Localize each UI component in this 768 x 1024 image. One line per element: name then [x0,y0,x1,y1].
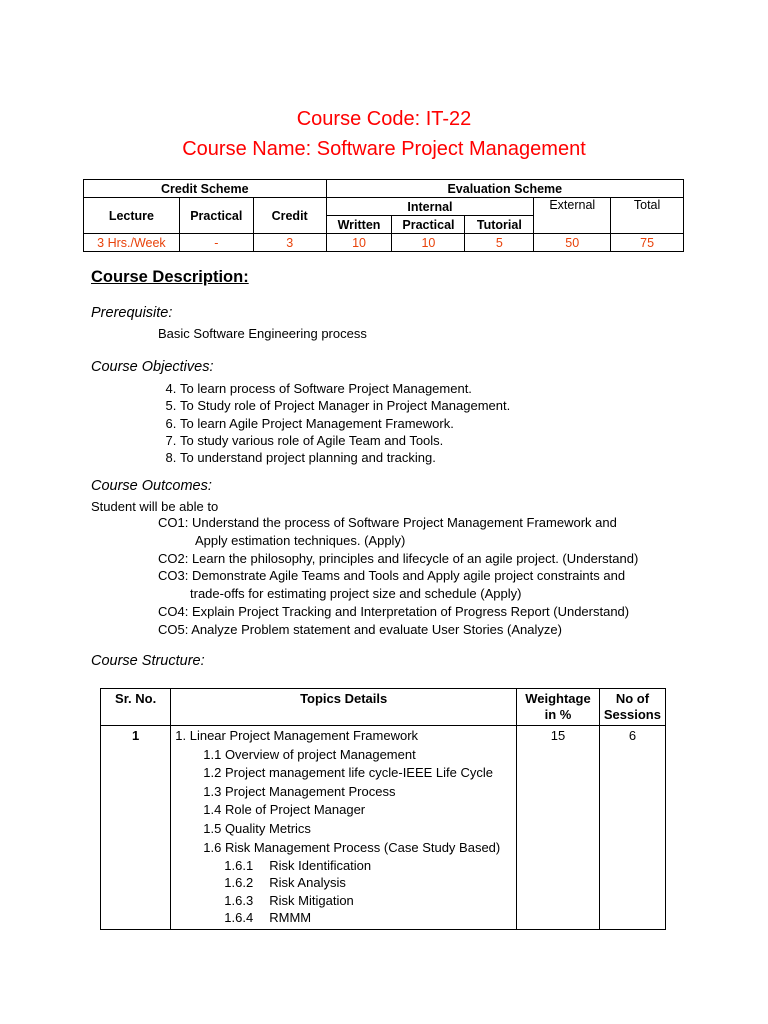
subsubtopic: 1.6.4 RMMM [224,910,312,926]
credit-scheme-header: Credit Scheme [84,180,327,198]
subtopic: 1.4 Role of Project Manager [203,802,366,818]
evaluation-scheme-header: Evaluation Scheme [326,180,683,198]
credit-header: Credit [253,198,326,234]
objectives-heading: Course Objectives: [91,359,214,375]
scheme-value: 10 [392,234,465,252]
weightage-header: Weightage in % [517,689,600,726]
course-code: Course Code: IT-22 [296,108,472,130]
outcomes-heading: Course Outcomes: [91,478,212,494]
internal-practical-header: Practical [392,216,465,234]
subsubtopic: 1.6.3 Risk Mitigation [224,892,354,908]
scheme-value: 5 [465,234,534,252]
objective-item: 4. To learn process of Software Project Management. [180,380,510,397]
outcome-item: trade-offs for estimating project size and schedule (Apply) [190,586,522,602]
internal-header: Internal [326,198,534,216]
outcomes-intro: Student will be able to [91,499,219,514]
objectives-list [158,380,510,466]
lecture-header: Lecture [84,198,180,234]
objective-item: 7. To study various role of Agile Team and Tools. [180,432,510,449]
subtopic: 1.3 Project Management Process [203,783,396,799]
course-description-heading: Course Description: [91,268,249,286]
course-name: Course Name: Software Project Management [182,138,586,160]
subsubtopic: 1.6.1 Risk Identification [224,858,372,874]
scheme-value: 3 [253,234,326,252]
objective-item: 8. To understand project planning and tracking. [180,449,510,466]
subtopic: 1.5 Quality Metrics [203,820,311,836]
subtopic: 1.6 Risk Management Process (Case Study Based) [203,839,501,855]
sessions-header: No of Sessions [599,689,665,726]
prerequisite-heading: Prerequisite: [91,305,173,321]
scheme-value: 75 [611,234,684,252]
objective-item: 6. To learn Agile Project Management Framework. [180,415,510,432]
subtopic: 1.2 Project management life cycle-IEEE Life Cycle [203,765,494,781]
weightage-cell: 15 [517,726,600,930]
scheme-value: 10 [326,234,392,252]
topics-header: Topics Details [171,689,517,726]
topic-title: 1. Linear Project Management Framework [175,728,419,743]
outcome-item: CO1: Understand the process of Software Project Management Framework and [158,515,617,530]
sr-no-header: Sr. No. [101,689,171,726]
prerequisite-text: Basic Software Engineering process [158,326,367,341]
scheme-value: - [179,234,253,252]
scheme-values-row [84,234,684,252]
outcome-item: CO2: Learn the philosophy, principles and lifecycle of an agile project. (Understand) [158,550,639,566]
outcome-item: Apply estimation techniques. (Apply) [195,532,406,548]
table-row [101,726,666,930]
total-header: Total [611,198,684,234]
structure-table [100,688,666,930]
scheme-value: 3 Hrs./Week [84,234,180,252]
sessions-cell: 6 [599,726,665,930]
outcomes-list [158,514,638,639]
external-header: External [534,198,611,234]
subsubtopic: 1.6.2 Risk Analysis [224,875,346,891]
outcome-item: CO4: Explain Project Tracking and Interpretation of Progress Report (Understand) [158,603,630,619]
scheme-table [83,179,684,252]
outcome-item: CO5: Analyze Problem statement and evaluate User Stories (Analyze) [158,621,562,637]
scheme-value: 50 [534,234,611,252]
sr-no-cell: 1 [101,726,171,930]
tutorial-header: Tutorial [465,216,534,234]
outcome-item: CO3: Demonstrate Agile Teams and Tools and Apply agile project constraints and [158,568,626,584]
objective-item: 5. To Study role of Project Manager in Project Management. [180,397,510,414]
subtopic: 1.1 Overview of project Management [203,746,416,762]
written-header: Written [326,216,392,234]
structure-heading: Course Structure: [91,653,205,669]
practical-header: Practical [179,198,253,234]
topics-cell [171,726,517,930]
